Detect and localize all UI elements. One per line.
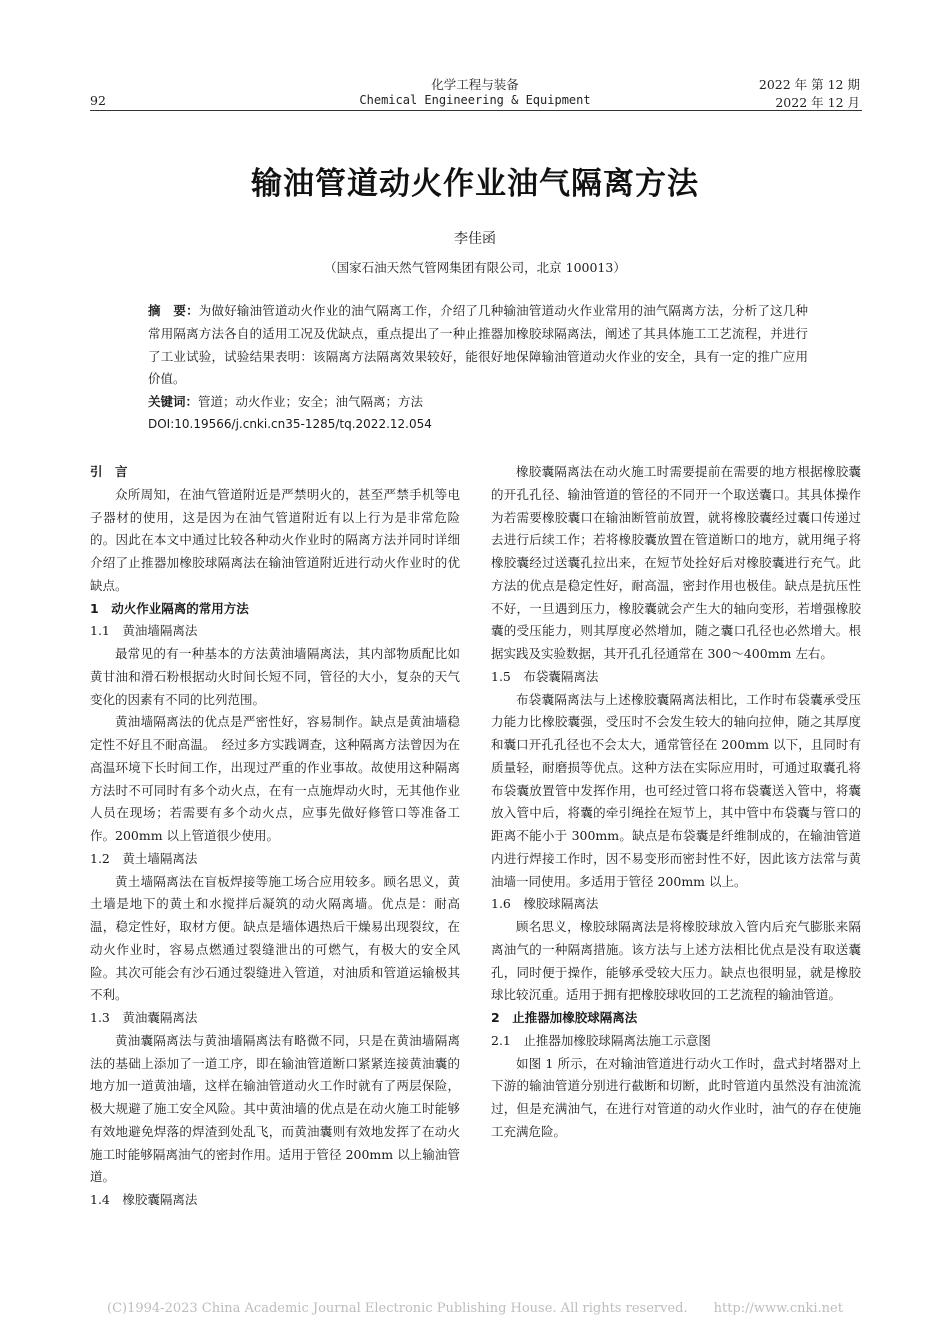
section-heading: 1.4 橡胶囊隔离法	[90, 1192, 198, 1207]
keywords-label: 关键词：	[148, 394, 199, 409]
paragraph: 布袋囊隔离法与上述橡胶囊隔离法相比，工作时布袋囊承受压力能力比橡胶囊强，受压时不会发生较大的轴向拉伸，随之其厚度和囊口开孔孔径也不会太大，通常管径在 200mm 以下，且同时有质量轻，耐磨损等优点。这种方法在实际应用时，可通过取囊孔将布袋囊放置管中发挥作用，也可经过管口将布袋囊送入管中，将囊放入管中后，将囊的牵引绳拴在短节上，其中管中布袋囊与管口的距离不能小于 300mm。缺点是布袋囊是纤维制成的，在输油管道内进行焊接工作时，因不易变形而密封性不好，因此该方法常与黄油墙一同使用。多适用于管径 200mm 以上。	[491, 691, 861, 889]
paragraph: 顾名思义，橡胶球隔离法是将橡胶球放入管内后充气膨胀来隔离油气的一种隔离措施。该方法与上述方法相比优点是没有取送囊孔，同时便于操作，能够承受较大压力。缺点也很明显，就是橡胶球比较沉重。适用于拥有把橡胶球收回的工艺流程的输油管道。	[491, 919, 861, 1003]
section-heading: 1.1 黄油墙隔离法	[90, 623, 198, 639]
section-heading: 引 言	[90, 464, 128, 479]
paragraph: 橡胶囊隔离法在动火施工时需要提前在需要的地方根据橡胶囊的开孔孔径、输油管道的管径的不同开一个取送囊口。其具体操作为若需要橡胶囊口在输油断管前放置，就将橡胶囊经过囊口传递过去进行后续工作；若将橡胶囊放置在管道断口的地方，就用绳子将橡胶囊经过送囊孔拉出来，在短节处拴好后对橡胶囊进行充气。此方法的优点是稳定性好，耐高温，密封作用也极佳。缺点是抗压性不好，一旦遇到压力，橡胶囊就会产生大的轴向变形，若增强橡胶囊的受压能力，则其厚度必然增加，随之囊口孔径也必然增大。根据实践及实验数据，其开孔孔径通常在 300～400mm 左右。	[491, 464, 861, 661]
paragraph: 众所周知，在油气管道附近是严禁明火的，甚至严禁手机等电子器材的使用，这是因为在油气管道附近有以上行为是非常危险的。因此在本文中通过比较各种动火作业时的隔离方法并同时详细介绍了止推器加橡胶球隔离法在输油管道附近进行动火作业时的优缺点。	[90, 486, 460, 593]
author: 李佳函	[454, 231, 496, 247]
keywords-text: 管道；动火作业；安全；油气隔离；方法	[198, 394, 424, 409]
abstract-text: 为做好输油管道动火作业的油气隔离工作，介绍了几种输油管道动火作业常用的油气隔离方法，分析了这几种常用隔离方法各自的适用工况及优缺点，重点提出了一种止推器加橡胶球隔离法，阐述了其具体施工工艺流程，并进行了工业试验，试验结果表明：该隔离方法隔离效果较好，能很好地保障输油管道动火作业的安全，具有一定的推广应用价值。	[148, 303, 808, 387]
section-heading: 1.2 黄土墙隔离法	[90, 850, 198, 866]
affiliation: （国家石油天然气管网集团有限公司，北京 100013）	[324, 260, 626, 275]
journal-title-cn: 化学工程与装备	[431, 77, 519, 92]
copyright-footer: (C)1994-2023 China Academic Journal Electronic Publishing House. All rights reserved. http://www.cnki.net	[107, 1301, 843, 1316]
paragraph: 最常见的有一种基本的方法黄油墙隔离法，其内部物质配比如黄甘油和滑石粉根据动火时间长短不同，管径的大小，复杂的天气变化的因素有不同的比列范围。	[90, 646, 460, 707]
paragraph: 黄油墙隔离法的优点是严密性好，容易制作。缺点是黄油墙稳定性不好且不耐高温。 经过多方实践调查，这种隔离方法曾因为在高温环境下长时间工作，出现过严重的作业事故。故使用这种隔离方法时不可同时有多个动火点，在有一点施焊动火时，无其他作业人员在现场；若需要有多个动火点，应事先做好修管口等准备工作。200mm 以上管道很少使用。	[90, 714, 460, 843]
keywords	[148, 391, 808, 414]
abstract-label: 摘 要：	[148, 303, 199, 318]
paragraph: 如图 1 所示，在对输油管道进行动火工作时，盘式封堵器对上下游的输油管道分别进行截断和切断，此时管道内虽然没有油流流过，但是充满油气，在进行对管道的动火作业时，油气的存在使施工充满危险。	[491, 1055, 861, 1139]
abstract	[148, 300, 808, 391]
section-heading: 1.6 橡胶球隔离法	[491, 896, 599, 912]
issue-label: 2022 年 第 12 期	[758, 77, 860, 92]
right-column	[491, 461, 861, 1144]
page-number: 92	[90, 93, 106, 108]
journal-title-en: Chemical Engineering & Equipment	[359, 93, 591, 107]
paper-title: 输油管道动火作业油气隔离方法	[251, 166, 699, 202]
section-heading: 1.5 布袋囊隔离法	[491, 668, 599, 684]
section-heading: 1.3 黄油囊隔离法	[90, 1010, 198, 1025]
header-rule	[90, 110, 862, 111]
section-heading: 2.1 止推器加橡胶球隔离法施工示意图	[491, 1032, 711, 1048]
issue-date: 2022 年 12 月	[775, 95, 860, 110]
section-heading: 1 动火作业隔离的常用方法	[90, 600, 249, 616]
left-column	[90, 461, 460, 1212]
section-heading: 2 止推器加橡胶球隔离法	[491, 1010, 638, 1025]
paragraph: 黄油囊隔离法与黄油墙隔离法有略微不同，只是在黄油墙隔离法的基础上添加了一道工序，即在输油管道断口紧紧连接黄油囊的地方加一道黄油墙，这样在输油管道动火工作时就有了两层保险，极大规避了施工安全风险。其中黄油墙的优点是在动火施工时能够有效地避免焊落的焊渣到处乱飞，而黄油囊则有效地发挥了在动火施工时能够隔离油气的密封作用。适用于管径 200mm 以上输油管道。	[90, 1032, 460, 1185]
paragraph: 黄土墙隔离法在盲板焊接等施工场合应用较多。顾名思义，黄土墙是地下的黄土和水搅拌后凝筑的动火隔离墙。优点是：耐高温，稳定性好，取材方便。缺点是墙体遇热后干燥易出现裂纹，在动火作业时，容易点燃通过裂缝泄出的可燃气，有极大的安全风险。其次可能会有沙石通过裂缝进入管道，对油质和管道运输极其不利。	[90, 873, 460, 1003]
doi: DOI:10.19566/j.cnki.cn35-1285/tq.2022.12.054	[148, 417, 432, 431]
